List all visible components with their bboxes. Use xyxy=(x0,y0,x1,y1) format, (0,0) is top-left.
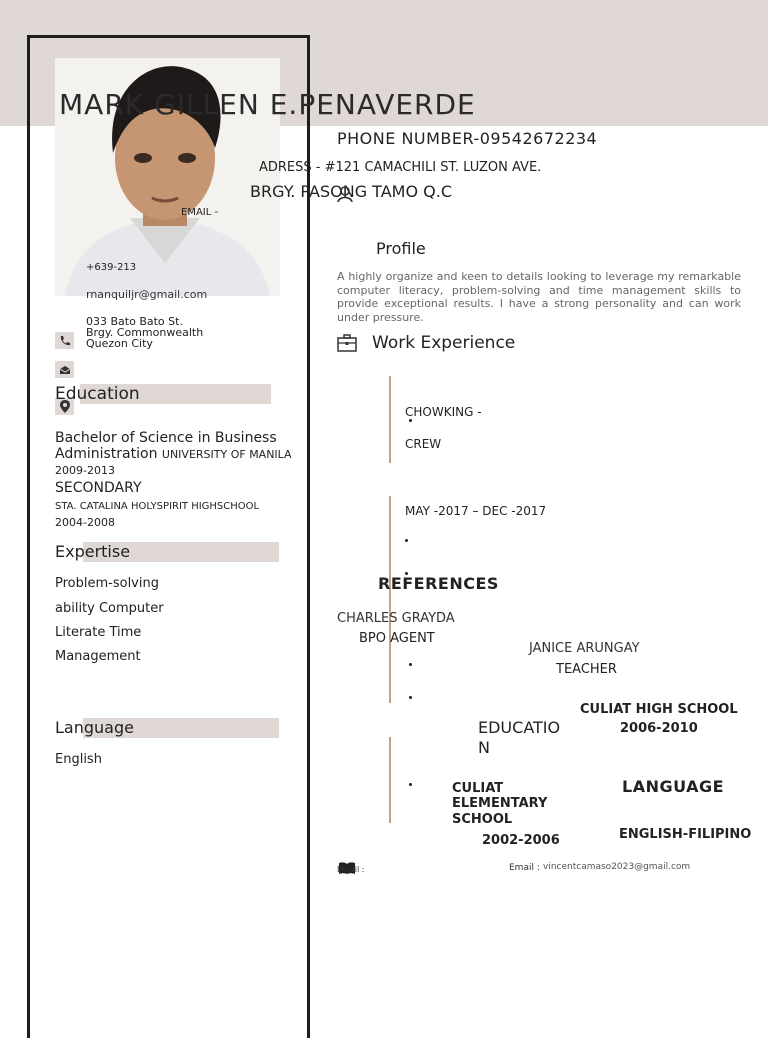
elementary-line-3: SCHOOL xyxy=(452,812,513,827)
language-value: English xyxy=(55,752,102,767)
references-heading: REFERENCES xyxy=(378,574,499,593)
timeline-line-1 xyxy=(389,376,391,463)
expertise-heading: Expertise xyxy=(55,542,131,561)
timeline-line-2 xyxy=(389,496,391,703)
bullet-dot xyxy=(405,539,408,542)
phone-number-line: PHONE NUMBER-09542672234 xyxy=(337,129,598,148)
briefcase-icon xyxy=(337,334,357,356)
degree-line-2: Administration xyxy=(55,446,158,462)
right-language-value: ENGLISH-FILIPINO xyxy=(619,827,752,842)
expertise-line-4: Management xyxy=(55,649,141,664)
mail-icon xyxy=(55,361,74,378)
reference-1-title: BPO AGENT xyxy=(359,631,435,646)
work-role: CREW xyxy=(405,437,442,451)
reference-2-title: TEACHER xyxy=(556,662,617,677)
address-line-2: BRGY. PASONG TAMO Q.C xyxy=(250,182,452,201)
phone-icon xyxy=(55,332,74,349)
degree-years: 2009-2013 xyxy=(55,464,115,477)
secondary-label: SECONDARY xyxy=(55,480,142,496)
high-school-name: CULIAT HIGH SCHOOL xyxy=(580,702,738,717)
timeline-line-3 xyxy=(389,737,391,823)
right-language-heading: LANGUAGE xyxy=(622,777,725,796)
contact-address-line-2: Brgy. Commonwealth xyxy=(86,326,204,339)
secondary-years: 2004-2008 xyxy=(55,516,115,529)
secondary-school: STA. CATALINA HOLYSPIRIT HIGHSCHOOL xyxy=(55,501,260,512)
expertise-line-1: Problem-solving xyxy=(55,576,159,591)
contact-address-line-1: 033 Bato Bato St. xyxy=(86,315,183,328)
degree-line-1: Bachelor of Science in Business xyxy=(55,430,277,446)
bullet-dot xyxy=(409,783,412,786)
footer-email-label-right: Email : xyxy=(509,863,540,873)
person-icon xyxy=(336,185,354,207)
work-heading: Work Experience xyxy=(372,333,516,353)
contact-email[interactable]: rnanquiljr@gmail.com xyxy=(86,288,208,301)
elementary-line-2: ELEMENTARY xyxy=(452,796,548,811)
bullet-dot xyxy=(409,696,412,699)
reference-2-name: JANICE ARUNGAY xyxy=(529,641,640,656)
full-name: MARK GILLEN E.PENAVERDE xyxy=(59,88,476,121)
university-name: UNIVERSITY OF MANILA xyxy=(161,448,292,461)
education-heading: Education xyxy=(55,384,140,404)
contact-address-line-3: Quezon City xyxy=(86,337,153,350)
language-heading: Language xyxy=(55,718,134,737)
elementary-years: 2002-2006 xyxy=(482,833,560,848)
footer-email-label-left: Email : xyxy=(337,865,365,874)
work-company: CHOWKING - xyxy=(405,405,482,419)
expertise-line-3: Literate Time xyxy=(55,625,142,640)
elementary-line-1: CULIAT xyxy=(452,781,504,796)
profile-text: A highly organize and keen to details looking to leverage my remarkable computer literacy, problem-solving and time management skills to provide exceptional results. I have a strong personality and can work under pressure. xyxy=(337,270,741,324)
high-school-years: 2006-2010 xyxy=(620,721,698,736)
right-education-heading-line-2: N xyxy=(478,738,490,757)
bullet-dot xyxy=(409,419,412,422)
bullet-dot xyxy=(409,663,412,666)
address-line-1: ADRESS - #121 CAMACHILI ST. LUZON AVE. xyxy=(259,160,542,175)
email-label: EMAIL - xyxy=(181,207,219,218)
work-dates: MAY -2017 – DEC -2017 xyxy=(405,504,547,518)
footer-email-value[interactable]: vincentcamaso2023@gmail.com xyxy=(543,862,691,872)
contact-phone: +639-213 xyxy=(86,262,137,273)
reference-1-name: CHARLES GRAYDA xyxy=(337,611,455,626)
right-education-heading-line-1: EDUCATIO xyxy=(478,718,561,737)
degree-line-2-row xyxy=(55,446,292,462)
profile-heading: Profile xyxy=(376,239,426,258)
expertise-line-2: ability Computer xyxy=(55,601,164,616)
